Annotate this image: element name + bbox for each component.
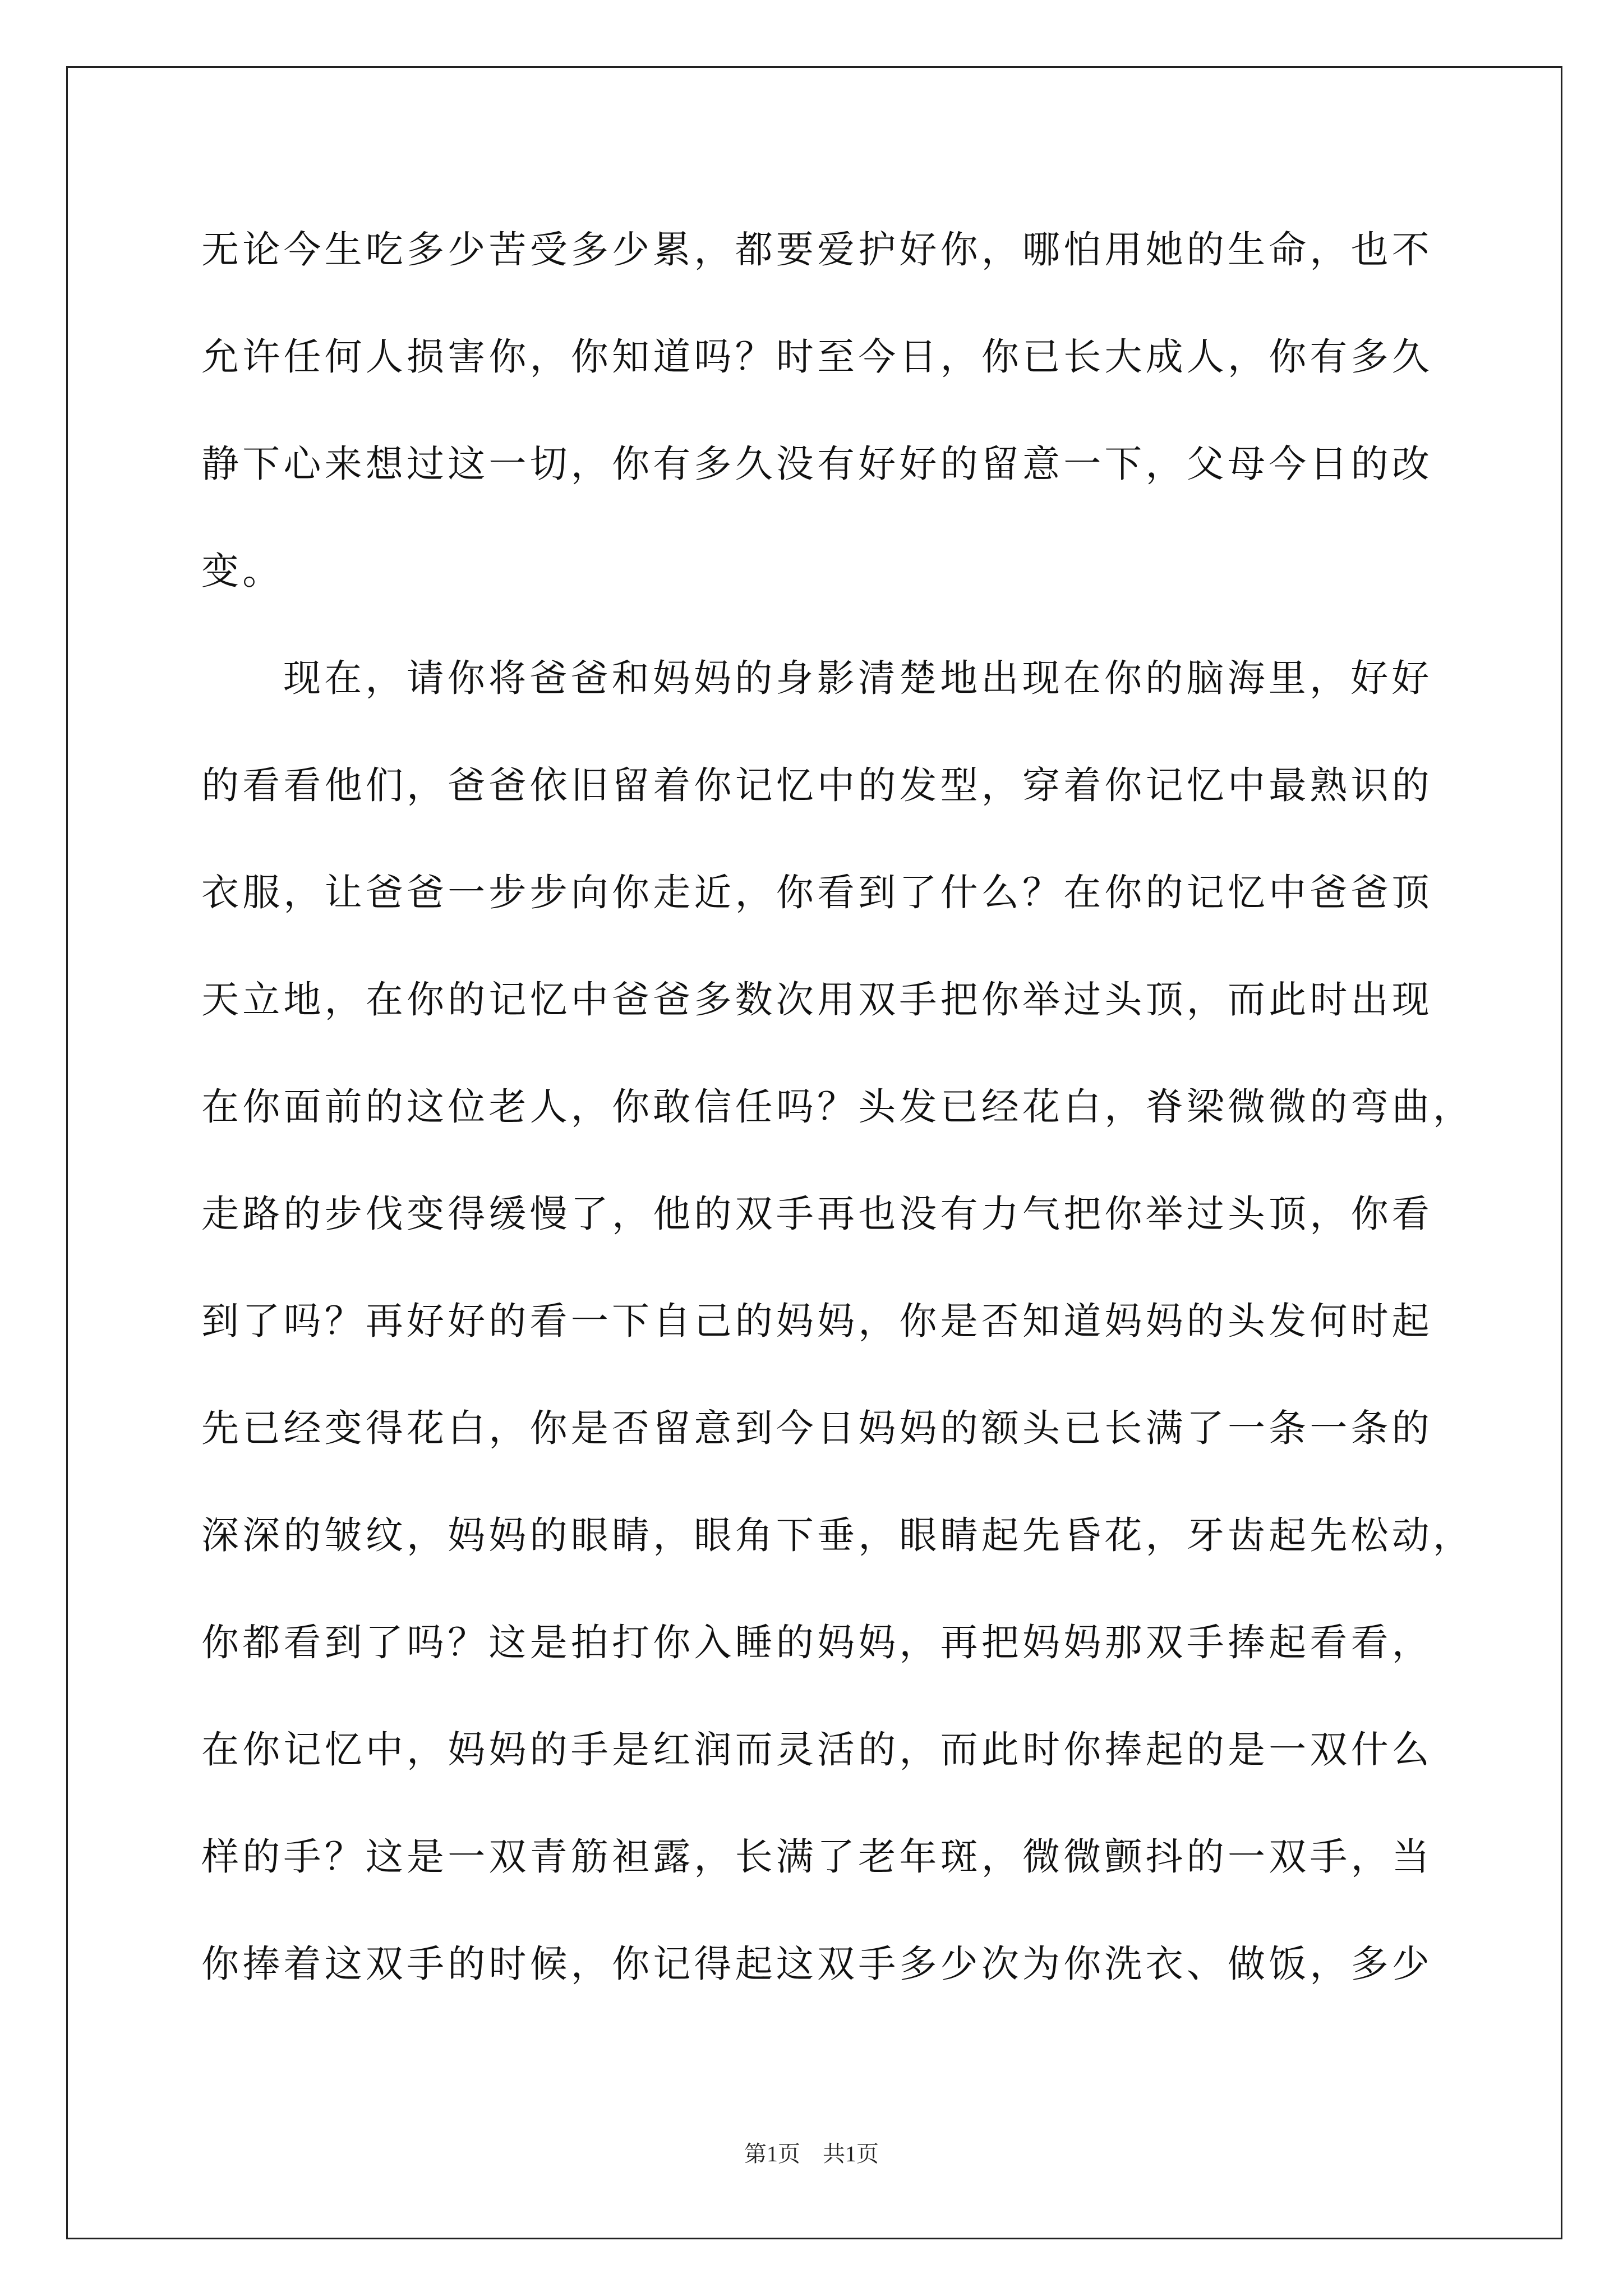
text-line: 先已经变得花白，你是否留意到今日妈妈的额头已长满了一条一条的: [201, 1406, 1433, 1450]
text-line: 允许任何人损害你，你知道吗？时至今日，你已长大成人，你有多久: [201, 335, 1433, 379]
text-line: 天立地，在你的记忆中爸爸多数次用双手把你举过头顶，而此时出现: [201, 978, 1433, 1022]
text-line: 衣服，让爸爸一步步向你走近，你看到了什么？在你的记忆中爸爸顶: [201, 871, 1433, 914]
text-line: 静下心来想过这一切，你有多久没有好好的留意一下，父母今日的改: [201, 442, 1433, 486]
text-line: 走路的步伐变得缓慢了，他的双手再也没有力气把你举过头顶，你看: [201, 1192, 1433, 1236]
text-line: 样的手？这是一双青筋袒露，长满了老年斑，微微颤抖的一双手，当: [201, 1835, 1433, 1879]
text-line: 到了吗？再好好的看一下自己的妈妈，你是否知道妈妈的头发何时起: [201, 1299, 1433, 1343]
text-line: 在你记忆中，妈妈的手是红润而灵活的，而此时你捧起的是一双什么: [201, 1728, 1433, 1772]
text-line: 现在，请你将爸爸和妈妈的身影清楚地出现在你的脑海里，好好: [283, 656, 1433, 700]
paragraph: [201, 196, 1491, 625]
text-line: 在你面前的这位老人，你敢信任吗？头发已经花白，脊梁微微的弯曲，: [201, 1085, 1474, 1129]
page-number-footer: 第1页 共1页: [744, 2141, 879, 2166]
text-line: 你都看到了吗？这是拍打你入睡的妈妈，再把妈妈那双手捧起看看，: [201, 1621, 1433, 1664]
document-body: [201, 196, 1491, 2018]
text-line: 无论今生吃多少苦受多少累，都要爱护好你，哪怕用她的生命，也不: [201, 228, 1433, 272]
text-line: 变。: [201, 549, 284, 593]
text-line: 你捧着这双手的时候，你记得起这双手多少次为你洗衣、做饭，多少: [201, 1942, 1433, 1986]
paragraph: [201, 625, 1491, 2018]
text-line: 的看看他们，爸爸依旧留着你记忆中的发型，穿着你记忆中最熟识的: [201, 763, 1433, 807]
text-line: 深深的皱纹，妈妈的眼睛，眼角下垂，眼睛起先昏花，牙齿起先松动，: [201, 1513, 1474, 1557]
